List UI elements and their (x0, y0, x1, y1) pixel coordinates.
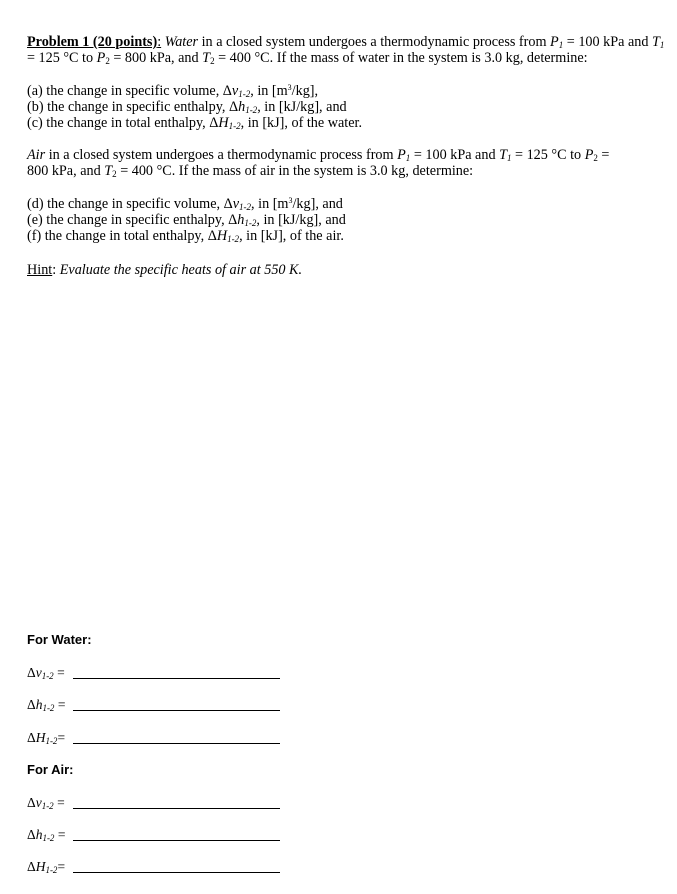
air-line-1: Air in a closed system undergoes a thermodynamic process from $P_1 = 100$ kPa and $T_1 = 125$ °C to $P_2$ = (27, 147, 610, 163)
problem-title: Problem 1 (20 points) (27, 34, 158, 50)
air-dv-blank[interactable] (73, 808, 280, 809)
problem-statement-water (27, 34, 667, 66)
dv-label: $\Delta v_{1-2}$ = (27, 665, 65, 681)
air-parts-list (27, 196, 667, 244)
air-line-2: 800 kPa, and $T_2 = 400$ °C. If the mass of air in the system is 3.0 kg, determine: (27, 163, 474, 179)
water-parts-list (27, 83, 667, 131)
dv-label: $\Delta v_{1-2}$ = (27, 795, 65, 811)
air-dH-blank[interactable] (73, 872, 280, 873)
dH-label: $\Delta H_{1-2}=$ (27, 730, 66, 746)
air-dh-blank[interactable] (73, 840, 280, 841)
part-b: (b) the change in specific enthalpy, $\Delta h_{1-2}$, in [kJ/kg], and (27, 99, 347, 115)
problem-line-1: Problem 1 (20 points): Water in a closed system undergoes a thermodynamic process from $P_1 = 100$ kPa and $T_1$ (27, 34, 665, 50)
hint: Hint: Evaluate the specific heats of air at 550 K. (27, 262, 303, 278)
water-answers-heading: For Water: (27, 632, 92, 647)
problem-line-2: = 125 °C to $P_2 = 800$ kPa, and $T_2 = 400$ °C. If the mass of water in the system is 3.0 kg, determine: (27, 50, 588, 66)
water-dH-blank[interactable] (73, 743, 280, 744)
dh-label: $\Delta h_{1-2}$ = (27, 827, 66, 843)
part-d: (d) the change in specific volume, $\Delta v_{1-2}$, in $[m^3/kg]$, and (27, 196, 343, 212)
hint-text: Evaluate the specific heats of air at 550 K. (59, 262, 303, 278)
problem-statement-air (27, 147, 667, 179)
dH-label: $\Delta H_{1-2}=$ (27, 859, 66, 875)
dh-label: $\Delta h_{1-2}$ = (27, 697, 66, 713)
water-dv-blank[interactable] (73, 678, 280, 679)
part-f: (f) the change in total enthalpy, $\Delta H_{1-2}$, in [kJ], of the air. (27, 228, 344, 244)
part-c: (c) the change in total enthalpy, $\Delta H_{1-2}$, in [kJ], of the water. (27, 115, 362, 131)
air-answers-heading: For Air: (27, 762, 74, 777)
part-a: (a) the change in specific volume, $\Delta v_{1-2}$, in $[m^3/kg]$, (27, 83, 319, 99)
part-e: (e) the change in specific enthalpy, $\Delta h_{1-2}$, in [kJ/kg], and (27, 212, 346, 228)
hint-label: Hint (27, 262, 53, 278)
water-dh-blank[interactable] (73, 710, 280, 711)
